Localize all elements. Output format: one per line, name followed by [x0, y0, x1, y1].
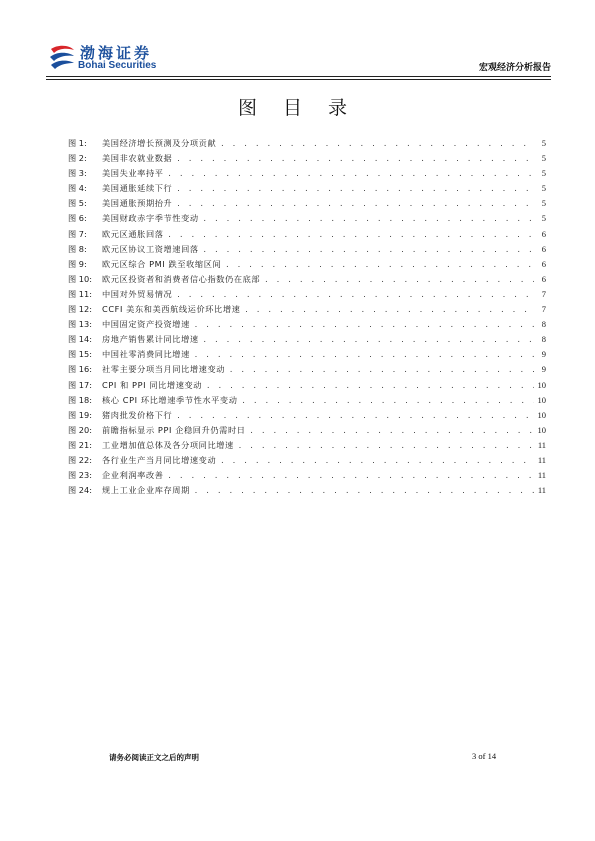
- figure-title: CCFI 美东和美西航线运价环比增速: [102, 304, 241, 315]
- figure-list-entry[interactable]: [68, 393, 546, 408]
- figure-number: 图 11:: [68, 288, 92, 299]
- figure-number: 图 20:: [68, 424, 92, 435]
- figure-page-number: 6: [541, 228, 546, 239]
- figure-list-entry[interactable]: [68, 211, 546, 226]
- figure-number: 图 13:: [68, 319, 92, 330]
- figure-title: 工业增加值总体及各分项同比增速: [102, 439, 234, 450]
- figure-number: 图 18:: [68, 394, 92, 405]
- figure-list-entry[interactable]: [68, 332, 546, 347]
- figure-page-number: 5: [541, 213, 546, 224]
- figure-number: 图 19:: [68, 409, 92, 420]
- figure-title: 房地产销售累计同比增速: [102, 334, 199, 345]
- figure-number: 图 15:: [68, 349, 92, 360]
- bohai-logo-icon: [48, 44, 76, 70]
- header-divider-thin: [46, 79, 551, 80]
- figure-list-entry[interactable]: [68, 423, 546, 438]
- figure-list-entry[interactable]: [68, 468, 546, 483]
- dot-leader: [242, 394, 534, 409]
- figure-list-entry[interactable]: [68, 378, 546, 393]
- figure-title: 美国非农就业数据: [102, 153, 173, 164]
- figure-page-number: 6: [541, 273, 546, 284]
- figure-page-number: 7: [541, 304, 546, 315]
- figure-list-entry[interactable]: [68, 438, 546, 453]
- figure-number: 图 24:: [68, 485, 92, 496]
- figure-page-number: 11: [537, 454, 546, 465]
- figure-number: 图 5:: [68, 198, 87, 209]
- dot-leader: [206, 379, 533, 394]
- figure-page-number: 5: [541, 198, 546, 209]
- dot-leader: [168, 469, 534, 484]
- figure-number: 图 12:: [68, 304, 92, 315]
- figure-title: 中国对外贸易情况: [102, 288, 173, 299]
- figure-list-entry[interactable]: [68, 347, 546, 362]
- dot-leader: [229, 363, 534, 378]
- report-type-label: 宏观经济分析报告: [478, 63, 551, 73]
- figure-page-number: 11: [537, 439, 546, 450]
- figure-page-number: 11: [537, 485, 546, 496]
- figure-title: 核心 CPI 环比增速季节性水平变动: [102, 394, 238, 405]
- dot-leader: [225, 258, 534, 273]
- figure-page-number: 5: [541, 153, 546, 164]
- figure-title: 美国经济增长预测及分项贡献: [102, 138, 217, 148]
- page-header: [46, 40, 551, 76]
- figure-number: 图 17:: [68, 379, 92, 390]
- figure-title: 企业利润率改善: [102, 470, 164, 481]
- figure-list-entry[interactable]: [68, 227, 546, 242]
- figure-list-entry[interactable]: [68, 272, 546, 287]
- figure-page-number: 10: [537, 409, 546, 420]
- figure-title: 社零主要分项当月同比增速变动: [102, 364, 226, 375]
- figure-page-number: 8: [541, 319, 546, 330]
- dot-leader: [168, 167, 534, 182]
- figure-list-entry[interactable]: [68, 287, 546, 302]
- figure-number: 图 10:: [68, 273, 92, 284]
- figure-page-number: 10: [537, 394, 546, 405]
- figure-title: 美国财政赤字季节性变动: [102, 213, 199, 224]
- figure-list-entry[interactable]: [68, 362, 546, 377]
- figure-title: 欧元区综合 PMI 跌至收缩区间: [102, 258, 222, 269]
- figure-title: 美国失业率持平: [102, 168, 164, 179]
- figure-number: 图 6:: [68, 213, 87, 224]
- dot-leader: [194, 348, 534, 363]
- bohai-securities-logo: [48, 42, 198, 74]
- figure-list-entry[interactable]: [68, 181, 546, 196]
- dot-leader: [194, 484, 534, 499]
- figure-title: 欧元区协议工资增速回落: [102, 243, 199, 254]
- dot-leader: [220, 454, 534, 469]
- figure-number: 图 22:: [68, 454, 92, 465]
- page-indicator: 3 of 14: [472, 751, 497, 761]
- figure-list-entry[interactable]: [68, 302, 546, 317]
- figure-title: 中国固定资产投资增速: [102, 319, 190, 330]
- figure-list-entry[interactable]: [68, 166, 546, 181]
- figure-list: [68, 136, 546, 498]
- figure-number: 图 2:: [68, 153, 87, 164]
- header-divider: [46, 76, 551, 77]
- dot-leader: [203, 333, 534, 348]
- figure-number: 图 9:: [68, 258, 87, 269]
- page-title: 图 目 录: [237, 97, 358, 119]
- figure-page-number: 11: [537, 470, 546, 481]
- figure-list-entry[interactable]: [68, 317, 546, 332]
- dot-leader: [176, 288, 534, 303]
- figure-page-number: 7: [541, 288, 546, 299]
- figure-page-number: 9: [541, 364, 546, 375]
- dot-leader: [238, 439, 534, 454]
- dot-leader: [220, 137, 534, 152]
- dot-leader: [203, 243, 534, 258]
- footer-disclaimer: 请务必阅读正文之后的声明: [109, 753, 199, 762]
- dot-leader: [176, 409, 533, 424]
- figure-page-number: 6: [541, 258, 546, 269]
- figure-title: 欧元区投资者和消费者信心指数仍在底部: [102, 273, 261, 284]
- figure-number: 图 21:: [68, 439, 92, 450]
- dot-leader: [194, 318, 534, 333]
- figure-page-number: 5: [541, 168, 546, 179]
- figure-list-entry[interactable]: [68, 151, 546, 166]
- figure-list-entry[interactable]: [68, 242, 546, 257]
- figure-title: 前瞻指标显示 PPI 企稳回升仍需时日: [102, 424, 246, 435]
- figure-list-entry[interactable]: [68, 483, 546, 498]
- figure-page-number: 8: [541, 334, 546, 345]
- figure-list-entry[interactable]: [68, 408, 546, 423]
- figure-page-number: 5: [541, 138, 546, 148]
- dot-leader: [176, 182, 534, 197]
- dot-leader: [168, 228, 534, 243]
- dot-leader: [244, 303, 534, 318]
- dot-leader: [176, 197, 534, 212]
- figure-list-entry[interactable]: [68, 453, 546, 468]
- figure-title: 美国通胀延续下行: [102, 183, 173, 194]
- figure-page-number: 5: [541, 183, 546, 194]
- figure-page-number: 9: [541, 349, 546, 360]
- figure-number: 图 14:: [68, 334, 92, 345]
- figure-title: 规上工业企业库存周期: [102, 485, 190, 496]
- figure-number: 图 8:: [68, 243, 87, 254]
- figure-title: 猪肉批发价格下行: [102, 409, 173, 420]
- figure-number: 图 3:: [68, 168, 87, 179]
- figure-number: 图 16:: [68, 364, 92, 375]
- figure-title: 各行业生产当月同比增速变动: [102, 454, 217, 465]
- figure-page-number: 6: [541, 243, 546, 254]
- figure-page-number: 10: [537, 379, 546, 390]
- dot-leader: [250, 424, 534, 439]
- figure-title: CPI 和 PPI 同比增速变动: [102, 379, 203, 390]
- figure-page-number: 10: [537, 424, 546, 435]
- figure-number: 图 1:: [68, 138, 87, 148]
- figure-title: 中国社零消费同比增速: [102, 349, 190, 360]
- figure-number: 图 23:: [68, 470, 92, 481]
- logo-chinese-name: 渤海证券: [80, 44, 153, 62]
- logo-english-name: Bohai Securities: [78, 60, 157, 71]
- figure-number: 图 7:: [68, 228, 87, 239]
- figure-list-entry[interactable]: [68, 257, 546, 272]
- figure-list-entry[interactable]: [68, 136, 546, 151]
- figure-number: 图 4:: [68, 183, 87, 194]
- dot-leader: [264, 273, 534, 288]
- figure-title: 美国通胀预期抬升: [102, 198, 173, 209]
- dot-leader: [203, 212, 534, 227]
- figure-title: 欧元区通胀回落: [102, 228, 164, 239]
- dot-leader: [176, 152, 534, 167]
- figure-list-entry[interactable]: [68, 196, 546, 211]
